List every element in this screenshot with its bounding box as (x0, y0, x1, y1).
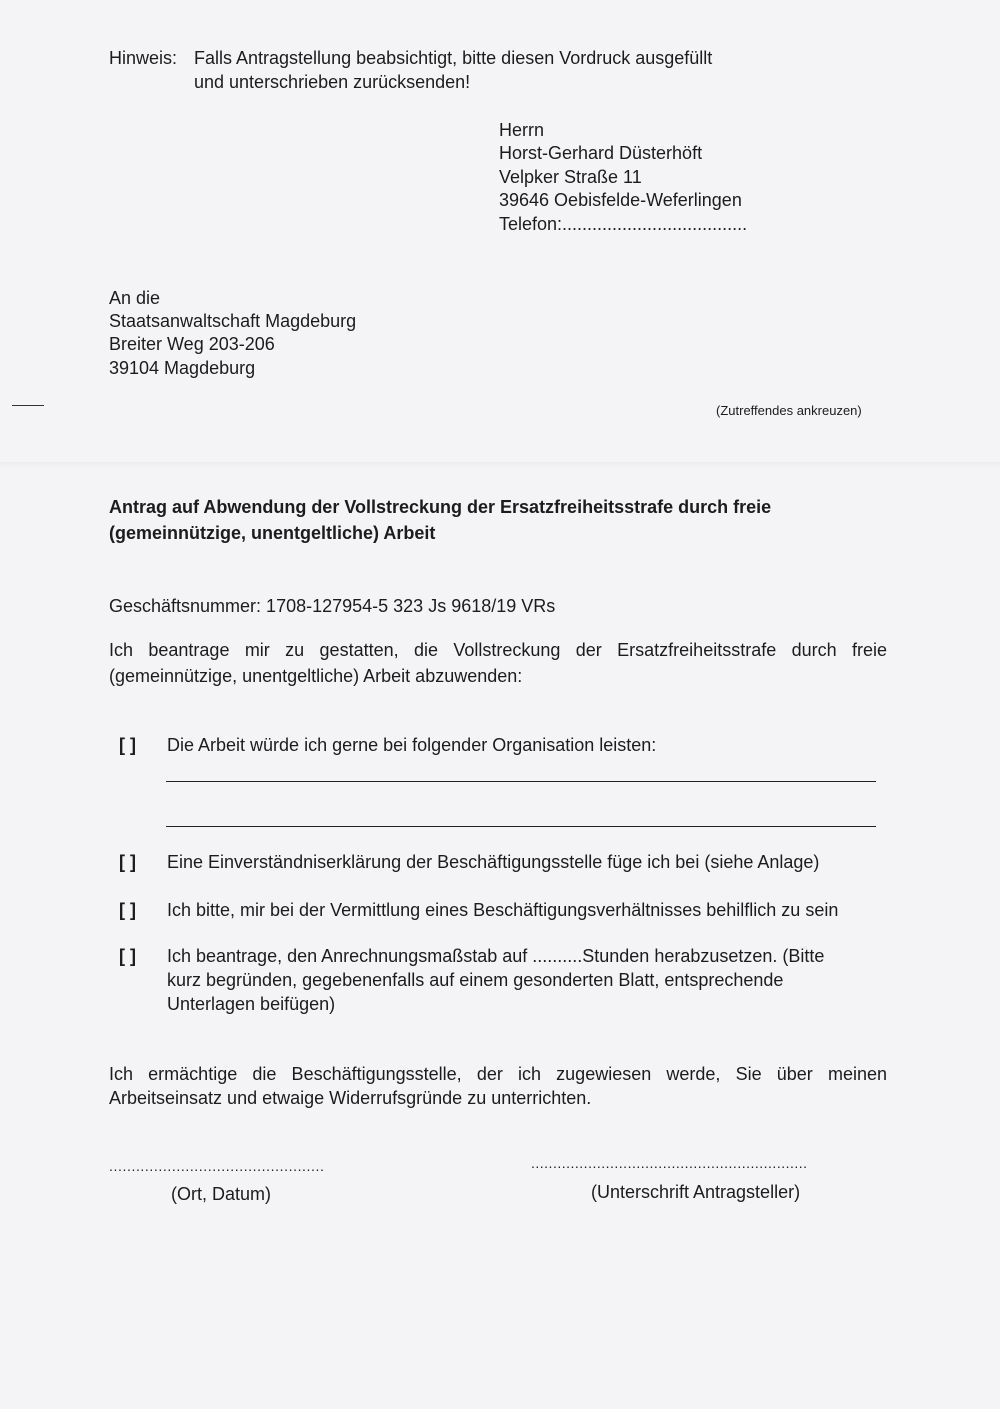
place-date-field[interactable]: ................................................ (109, 1158, 325, 1174)
notice-line-2: und unterschrieben zurücksenden! (194, 72, 471, 92)
option-mediation-label: Ich bitte, mir bei der Vermittlung eines Beschäftigungsverhältnisses behilflich zu sein (167, 900, 839, 920)
authorization-line-2: Arbeitseinsatz und etwaige Widerrufsgründe zu unterrichten. (109, 1088, 592, 1108)
check-hint: (Zutreffendes ankreuzen) (716, 403, 862, 418)
organisation-line-1[interactable] (166, 781, 876, 782)
title-line-1: Antrag auf Abwendung der Vollstreckung der Ersatzfreiheitsstrafe durch freie (109, 497, 772, 517)
recipient-line-1: An die (109, 288, 161, 308)
recipient-line-4: 39104 Magdeburg (109, 358, 256, 378)
authorization-line-1: Ich ermächtige die Beschäftigungsstelle, der ich zugewiesen werde, Sie über meinen (109, 1064, 887, 1084)
checkbox-organisation[interactable]: [ ] (119, 735, 136, 755)
sender-salutation: Herrn (499, 120, 545, 140)
case-number: Geschäftsnummer: 1708-127954-5 323 Js 9618/19 VRs (109, 596, 556, 616)
recipient-line-3: Breiter Weg 203-206 (109, 334, 275, 354)
option-organisation-label: Die Arbeit würde ich gerne bei folgender Organisation leisten: (167, 735, 657, 755)
organisation-line-2[interactable] (166, 826, 876, 827)
option-reduction-line-2: kurz begründen, gegebenenfalls auf einem gesonderten Blatt, entsprechende (167, 970, 784, 990)
notice-line-1: Falls Antragstellung beabsichtigt, bitte diesen Vordruck ausgefüllt (194, 48, 713, 68)
request-paragraph (109, 638, 887, 662)
sender-phone: Telefon:..................................... (499, 214, 748, 234)
sender-street: Velpker Straße 11 (499, 167, 642, 187)
paper-fold (0, 462, 1000, 468)
sender-city: 39646 Oebisfelde-Weferlingen (499, 190, 742, 210)
sender-name: Horst-Gerhard Düsterhöft (499, 143, 703, 163)
fold-mark (12, 405, 44, 406)
authorization-paragraph (109, 1062, 887, 1086)
signature-field[interactable]: ............................................................... (531, 1155, 808, 1171)
option-reduction-line-1: Ich beantrage, den Anrechnungsmaßstab auf ..........Stunden herabzusetzen. (Bitte (167, 946, 825, 966)
checkbox-reduction[interactable]: [ ] (119, 946, 136, 966)
request-line-2: (gemeinnützige, unentgeltliche) Arbeit abzuwenden: (109, 666, 523, 686)
place-date-label: (Ort, Datum) (171, 1184, 272, 1204)
option-consent-label: Eine Einverständniserklärung der Beschäftigungsstelle füge ich bei (siehe Anlage) (167, 852, 820, 872)
checkbox-mediation[interactable]: [ ] (119, 900, 136, 920)
notice-label: Hinweis: (109, 48, 178, 68)
checkbox-consent[interactable]: [ ] (119, 852, 136, 872)
recipient-line-2: Staatsanwaltschaft Magdeburg (109, 311, 357, 331)
signature-label: (Unterschrift Antragsteller) (591, 1182, 801, 1202)
option-reduction-line-3: Unterlagen beifügen) (167, 994, 336, 1014)
request-line-1: Ich beantrage mir zu gestatten, die Vollstreckung der Ersatzfreiheitsstrafe durch freie (109, 640, 887, 660)
title-line-2: (gemeinnützige, unentgeltliche) Arbeit (109, 523, 436, 543)
